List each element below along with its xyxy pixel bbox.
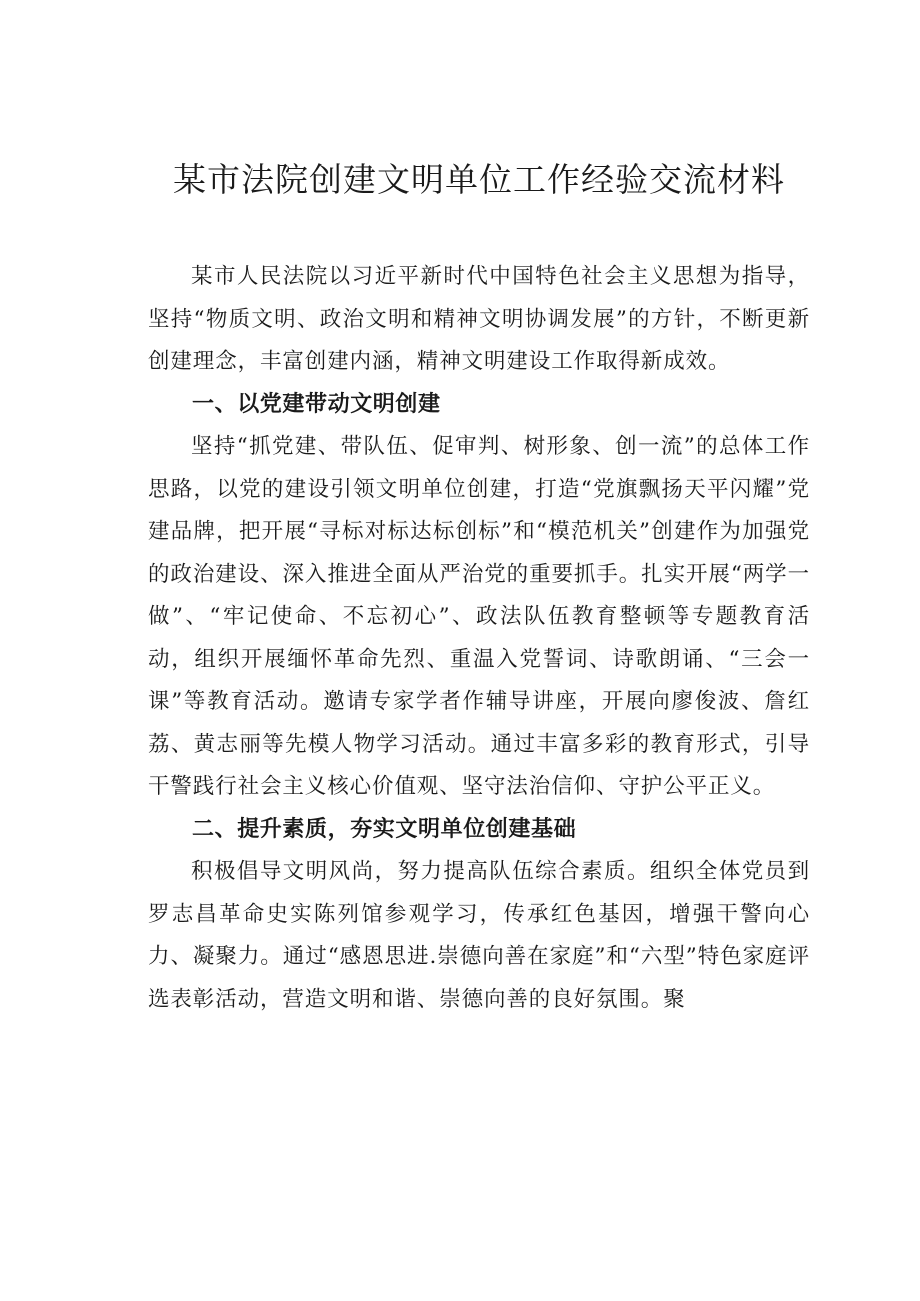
intro-paragraph: 某市人民法院以习近平新时代中国特色社会主义思想为指导，坚持“物质文明、政治文明和精神文明协调发展”的方针，不断更新创建理念，丰富创建内涵，精神文明建设工作取得新成效。 <box>148 264 810 374</box>
section-1-body: 坚持“抓党建、带队伍、促审判、树形象、创一流”的总体工作思路，以党的建设引领文明单位创建，打造“党旗飘扬天平闪耀”党建品牌，把开展“寻标对标达标创标”和“模范机关”创建作为加强党的政治建设、深入推进全面从严治党的重要抓手。扎实开展“两学一做”、“牢记使命、不忘初心”、政法队伍教育整顿等专题教育活动，组织开展缅怀革命先烈、重温入党誓词、诗歌朗诵、“三会一课”等教育活动。邀请专家学者作辅导讲座，开展向廖俊波、詹红荔、黄志丽等先模人物学习活动。通过丰富多彩的教育形式，引导干警践行社会主义核心价值观、坚守法治信仰、守护公平正义。 <box>148 434 810 799</box>
section-2-heading: 二、提升素质，夯实文明单位创建基础 <box>192 816 577 842</box>
document-page <box>148 150 810 1021</box>
section-1-heading: 一、以党建带动文明创建 <box>192 391 441 417</box>
document-title: 某市法院创建文明单位工作经验交流材料 <box>173 160 785 199</box>
section-2-body: 积极倡导文明风尚，努力提高队伍综合素质。组织全体党员到罗志昌革命史实陈列馆参观学习，传承红色基因，增强干警向心力、凝聚力。通过“感恩思进.崇德向善在家庭”和“六型”特色家庭评选表彰活动，营造文明和谐、崇德向善的良好氛围。聚 <box>148 859 810 1012</box>
